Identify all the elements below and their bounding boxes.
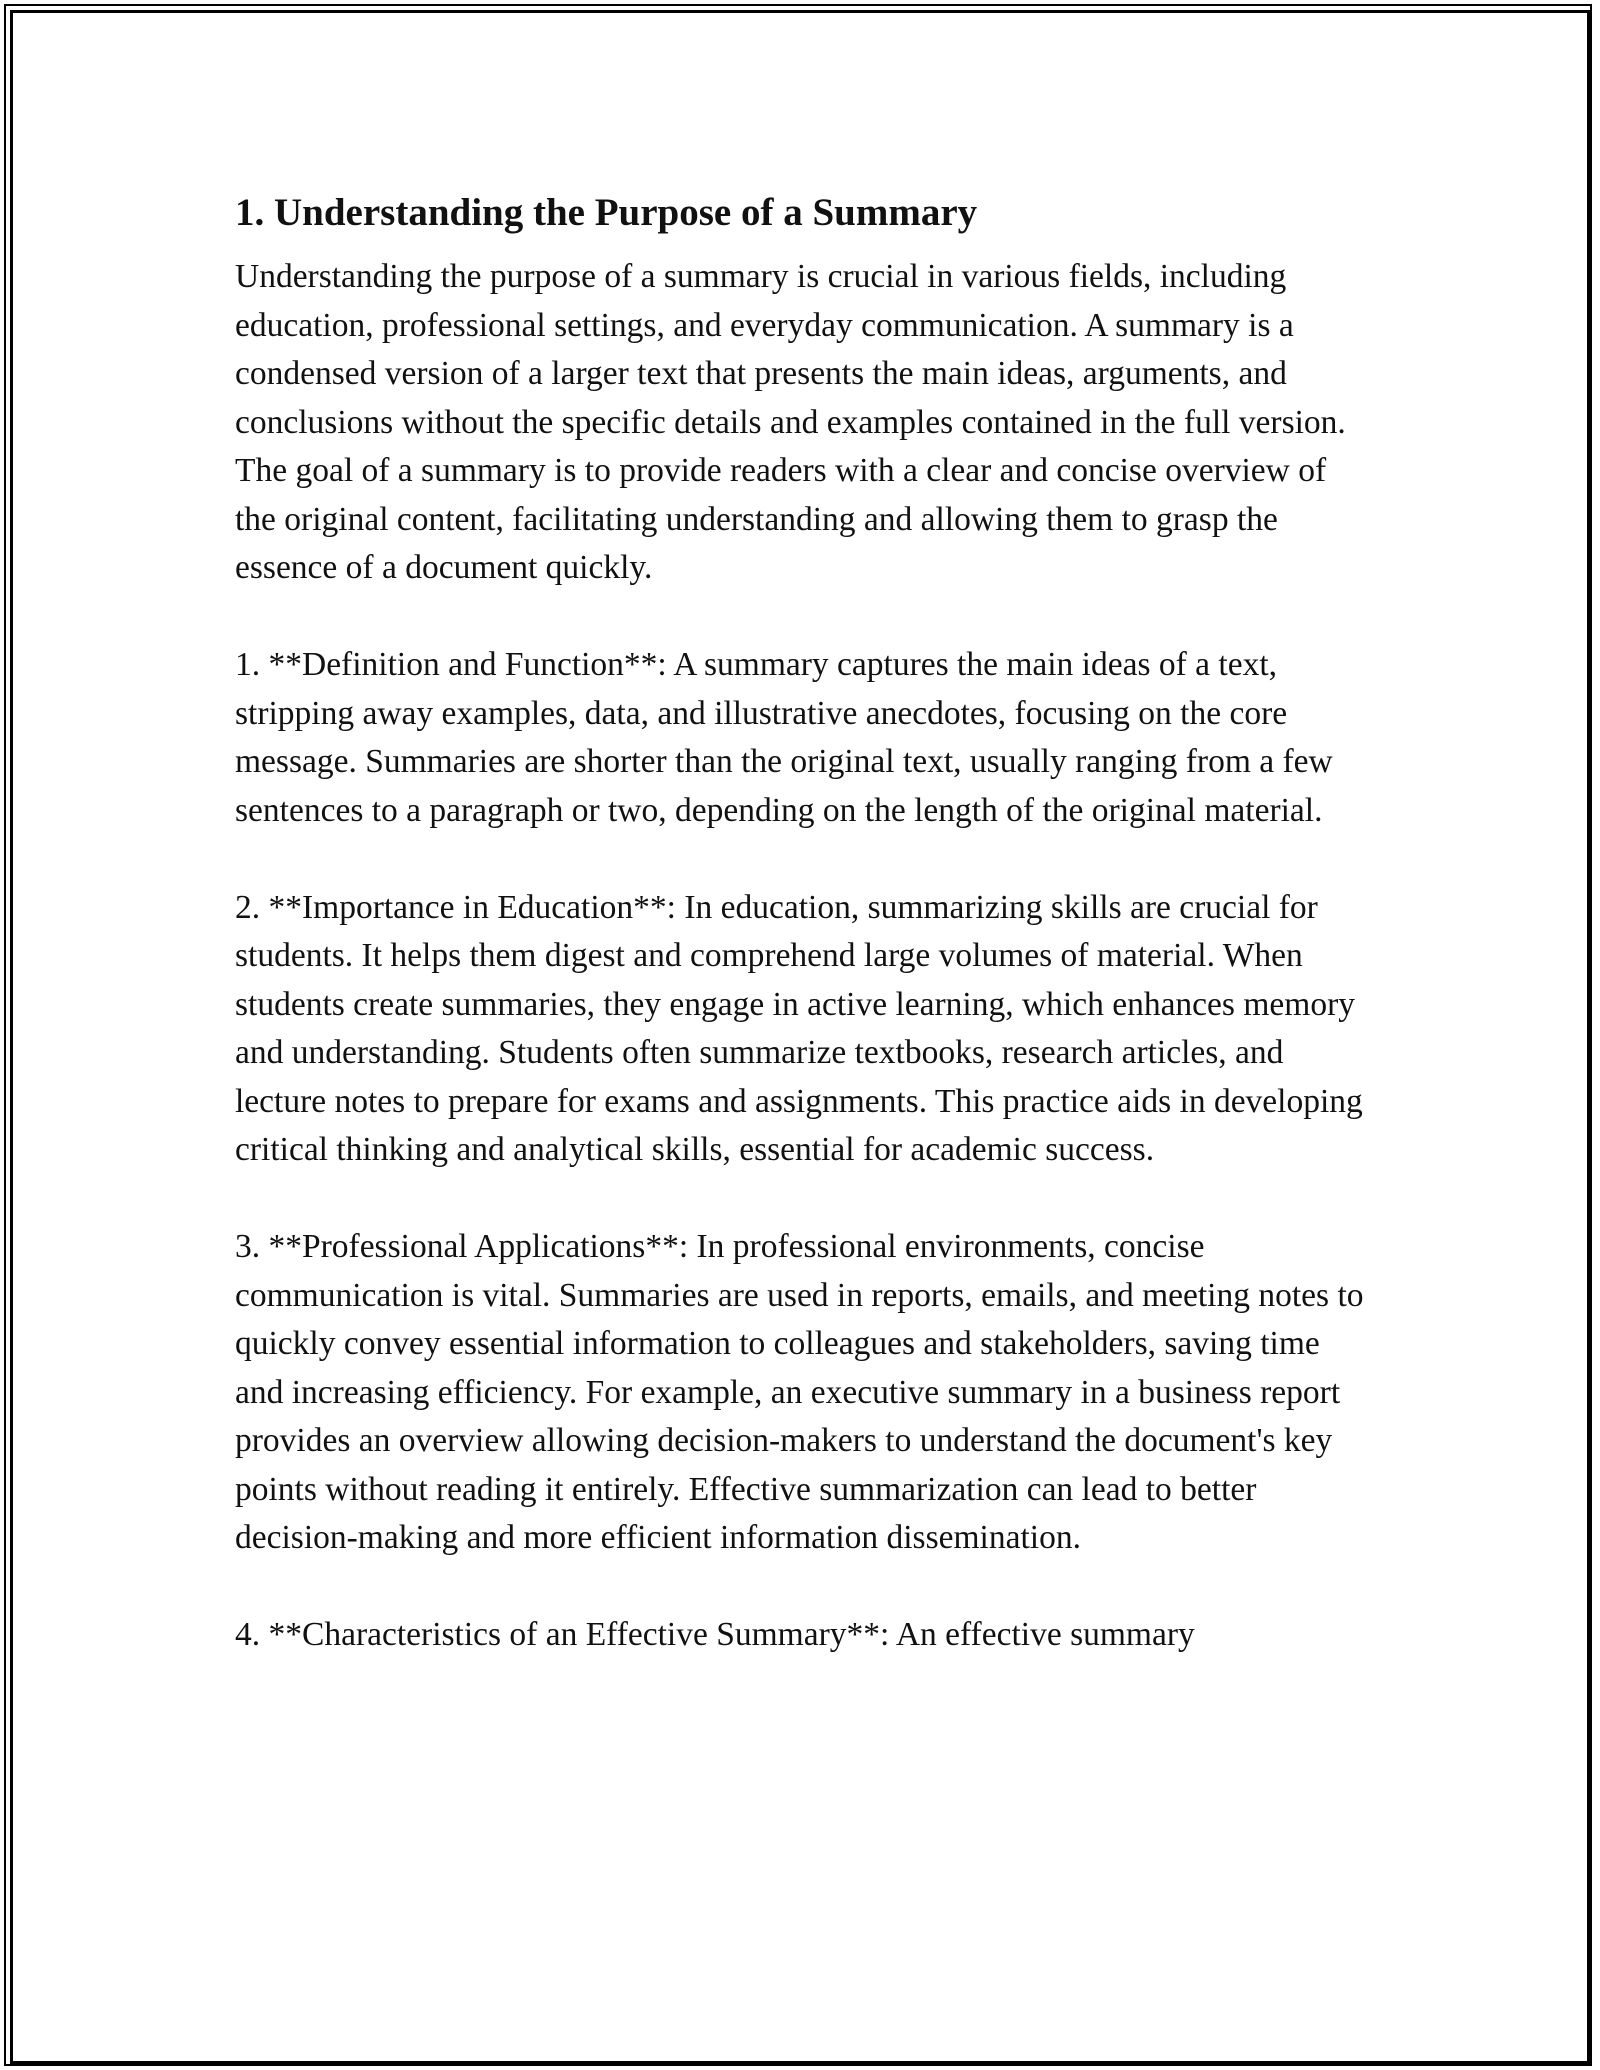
education-paragraph: 2. **Importance in Education**: In education, summarizing skills are crucial for students. It helps them digest and comprehend large volumes of material. When students create summaries, they engage in active learning, which enhances memory and understanding. Students often summarize textbooks, research articles, and lecture notes to prepare for exams and assignments. This practice aids in developing critical thinking and analytical skills, essential for academic success. <box>235 888 1363 1168</box>
definition-paragraph: 1. **Definition and Function**: A summary captures the main ideas of a text, stripping away examples, data, and illustrative anecdotes, focusing on the core message. Summaries are shorter than the original text, usually ranging from a few sentences to a paragraph or two, depending on the length of the original material. <box>235 646 1333 829</box>
professional-paragraph: 3. **Professional Applications**: In professional environments, concise communication is vital. Summaries are used in reports, emails, and meeting notes to quickly convey essential information to colleagues and stakeholders, saving time and increasing efficiency. For example, an executive summary in a business report provides an overview allowing decision-makers to understand the document's key points without reading it entirely. Effective summarization can lead to better decision-making and more efficient information dissemination. <box>235 1228 1364 1556</box>
section-heading: 1. Understanding the Purpose of a Summary <box>235 191 978 234</box>
document-body <box>235 185 1370 1708</box>
characteristics-paragraph: 4. **Characteristics of an Effective Summary**: An effective summary <box>235 1616 1195 1653</box>
intro-paragraph: Understanding the purpose of a summary is crucial in various fields, including education, professional settings, and everyday communication. A summary is a condensed version of a larger text that presents the main ideas, arguments, and conclusions without the specific details and examples contained in the full version. The goal of a summary is to provide readers with a clear and concise overview of the original content, facilitating understanding and allowing them to grasp the essence of a document quickly. <box>235 258 1346 586</box>
